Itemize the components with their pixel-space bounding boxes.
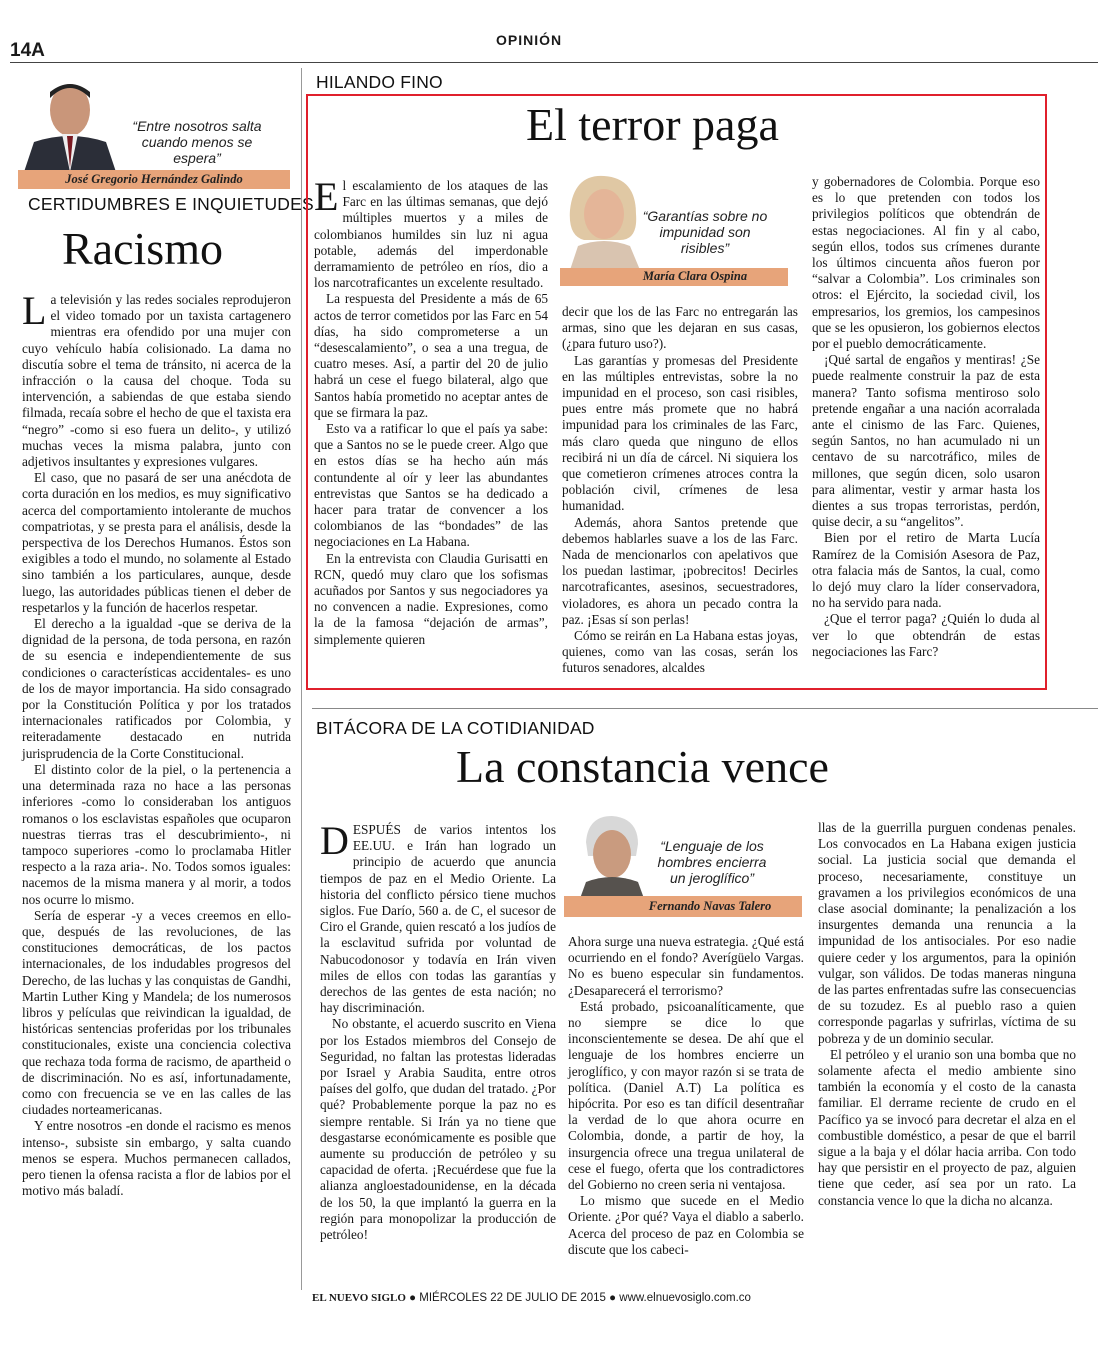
column-divider bbox=[301, 68, 302, 1290]
paragraph: Ahora surge una nueva estrategia. ¿Qué está ocurriendo en el fondo? Averígüelo Vargas. No es bueno especular sin fundamentos. ¿Desaparecerá el terrorismo? bbox=[568, 934, 804, 998]
article-headline: El terror paga bbox=[526, 99, 779, 150]
lead-in: ESPUÉS bbox=[352, 822, 401, 837]
paragraph: Además, ahora Santos pretende que debemos hablarles suave a los de las Farc. Nada de mencionarlos con apelativos que los puedan lastimar, ¡pobrecitos! Decirles narcotraficantes, asesinos, secuestradores, violadores, es ahora un pecado contra la paz. ¡Esas sí son perlas! bbox=[562, 514, 798, 627]
bullet-icon: ● bbox=[609, 1292, 617, 1304]
paper-logo: EL NUEVO SIGLO bbox=[312, 1292, 406, 1304]
paragraph: Esto va a ratificar lo que el país ya sabe: que a Santos no se le puede creer. Algo que en estos días se ha hecho aún más contundente al oír y leer las abundantes entrevistas que Santos se ha dedicado a hacer para tratar de convencer a los colombianos de las “bondades” de las negociaciones en La Habana. bbox=[314, 421, 548, 550]
paragraph: El petróleo y el uranio son una bomba que no solamente afecta el medio ambiente sino también la economía y el costo de la canasta familiar. El derrame reciente de crudo en el Pacífico ya se invocó para decretar el alza en el combustible doméstico, a pesar de que el barril sigue a la baja y el dólar hacia arriba. Con todo hay que persistir en el proyecto de paz, alguien tiene que ceder, así sea por un rato. La constancia vence lo que la dicha no alcanza. bbox=[818, 1046, 1076, 1208]
paragraph: DESPUÉS de varios intentos los EE.UU. e Irán han logrado un principio de acuerdo que anuncia tiempos de paz en el Medio Oriente. La historia del conflicto pérsico tiene muchos siglos. Fue Darío, 560 a. de C, el sucesor de Ciro el Grande, quien rescató a los judíos de la esclavitud sufrida por voluntad de Nabucodonosor y todavía en Irán viven miles de ellos con todas las garantías y derechos de las gentes de esta nación; no hay discriminación. bbox=[320, 818, 557, 1016]
paragraph: Sería de esperar -y a veces creemos en ello- que, después de las revoluciones, de las constituciones democráticas, de los pactos internacionales, de los indudables progresos del Derecho, de las luchas y las conquistas de Gandhi, Martin Luther King y Mandela; de los numerosos libros y películas que reivindican la igualdad, de históricas sentencias proferidas por los tribunales constitucionales, existe una conciencia colectiva que rechaza toda forma de racismo, de apartheid o de discriminación. No es así, infortunadamente, como con frecuencia se ve en las calles de las ciudades norteamericanas. bbox=[22, 907, 291, 1118]
author-name: Fernando Navas Talero bbox=[648, 899, 772, 913]
article-body bbox=[22, 288, 291, 1199]
article-column bbox=[320, 818, 557, 1243]
paragraph: El caso, que no pasará de ser una anécdota de corta duración en los medios, es muy significativo acerca del comportamiento intolerante de muchos compatriotas, y se presta para el análisis, desde la perspectiva de los Derechos Humanos. Éstos son exigibles a todo el mundo, no solamente al Estado sino también a los particulares, aunque, desde luego, las autoridades públicas tienen el deber de respetarlos y la función de hacerlos respetar. bbox=[22, 470, 291, 615]
author-name: María Clara Ospina bbox=[642, 269, 748, 283]
paragraph: Está probado, psicoanalíticamente, que no siempre se dice lo que inconscientemente se desea. De ahí que el lenguaje de los hombres encierre un jeroglífico, y con mayor razón si se trata de política. (Daniel A.T) La política es hipócrita. Por eso es tan difícil desentrañar la verdad de lo que ahora ocurre en Colombia, donde, a partir de hoy, la insurgencia ofrece una tregua unilateral de cese el fuego, oferta que los contradictores del Gobierno no creen seria ni ventajosa. bbox=[568, 998, 804, 1193]
paragraph: Cómo se reirán en La Habana estas joyas, quienes, como van las cosas, serán los futuros senadores, alcaldes bbox=[562, 628, 798, 676]
author-photo bbox=[20, 76, 120, 172]
article-column bbox=[314, 174, 548, 648]
paragraph: Las garantías y promesas del Presidente en las múltiples entrevistas, sobre la no impunidad en el proceso, son casi risibles, pues entre más promete que no habrá impunidad para los criminales de las Farc, más claro queda que ninguno de ellos recibirá ni un día de cárcel. Ni siquiera los que cometieron crímenes atroces contra la población civil, crímenes de lesa humanidad. bbox=[562, 352, 798, 514]
paragraph: Bien por el retiro de Marta Lucía Ramírez de la Comisión Asesora de Paz, otra falacia más de Santos, la cual, como lo dejó muy claro la líder conservadora, no ha servido para nada. bbox=[812, 530, 1040, 611]
article-column bbox=[562, 304, 798, 677]
paragraph: En la entrevista con Claudia Gurisatti en RCN, quedó muy claro que los sofismas acuñados por Santos y sus negociadores ya no convencen a nadie. Expresiones, como la de la famosa “dejación de armas”, simplemente quieren bbox=[314, 550, 548, 647]
paragraph: Lo mismo que sucede en el Medio Oriente. ¿Por qué? Vaya el diablo a saberlo. Acerca del proceso de paz en Colombia se discute que los cabeci- bbox=[568, 1193, 804, 1257]
article-column bbox=[568, 934, 804, 1258]
site-link[interactable]: www.elnuevosiglo.com.co bbox=[619, 1292, 751, 1304]
drop-cap: E bbox=[314, 174, 339, 219]
page-number: 14A bbox=[10, 40, 45, 61]
paragraph: La respuesta del Presidente a más de 65 actos de terror cometidos por las Farc en 54 días, ha sido comprometerse a un “desescalamiento”, o sea a una tregua, de cuatro meses. Así, a partir del 20 de julio habrá un cese el fuego bilateral, algo que Santos había prometido no aceptar antes de que se firmara la paz. bbox=[314, 291, 548, 420]
drop-cap: D bbox=[320, 818, 349, 863]
pull-quote: “Entre nosotros salta cuando menos se espera” bbox=[132, 118, 262, 166]
author-name: José Gregorio Hernández Galindo bbox=[65, 172, 243, 186]
paragraph: El distinto color de la piel, o la pertenencia a una determinada raza no hace a las personas inferiores -como lo consideraban los antiguos romanos o los esclavistas españoles que ocuparon nuestras tierras tras el descubrimiento-, ni tampoco superiores -como lo proclamaba Hitler respecto a la raza aria-. No. Todos somos iguales: nacemos de la misma manera y al morir, a todos nos ocurre lo mismo. bbox=[22, 761, 291, 907]
column-headline: Racismo bbox=[62, 223, 223, 274]
paragraph: El derecho a la igualdad -que se deriva de la dignidad de la persona, de toda persona, en razón de su esencia e independientemente de sus condiciones o características accidentales- es uno de los de mayor importancia. Ha sido consagrado por la Constitución Política y por los tratados internacionales ratificados por Colombia, y reiteradamente destacado en nutrida jurisprudencia de la Corte Constitucional. bbox=[22, 616, 291, 761]
drop-cap: L bbox=[22, 288, 47, 333]
paragraph: Y entre nosotros -en donde el racismo es menos intenso-, subsiste sin embargo, y salta cuando menos se espera. Muchos permanecen callados, pero tienen la ofensa racista a flor de labios por el motivo más baladí. bbox=[22, 1118, 291, 1199]
paragraph: ¿Que el terror paga? ¿Quién lo duda al ver lo que obtendrán de estas negociaciones las Farc? bbox=[812, 611, 1040, 659]
article-column bbox=[812, 174, 1040, 660]
paragraph: El escalamiento de los ataques de las Farc en las últimas semanas, que dejó múltiples muertos y a miles de colombianos humildes sin luz ni agua potable, además del imperdonable derramamiento de petróleo en ríos, dio a los narcotraficantes un excelente resultado. bbox=[314, 174, 548, 291]
paragraph: y gobernadores de Colombia. Porque eso es lo que pretenden con todos los privilegios políticos que obtendrán de estas negociaciones. Al fin y al cabo, según ellos, todos sus crímenes durante los últimos cincuenta años fueron por “salvar a Colombia”. Los criminales son otros: el Ejército, la sociedad civil, los empresarios, los gremios, los campesinos que se les opusieron, los gobiernos electos por el pueblo democráticamente. bbox=[812, 174, 1040, 352]
author-photo bbox=[560, 170, 644, 270]
paragraph: decir que los de las Farc no entregarán las armas, sino que les dejaran en sus casas, (¿para futuro uso?). bbox=[562, 304, 798, 352]
footer bbox=[312, 1292, 751, 1304]
paragraph: No obstante, el acuerdo suscrito en Viena por los Estados miembros del Consejo de Seguridad, no faltan las protestas lideradas por Israel y Arabia Saudita, entre otros países del golfo, que dudan del tratado. ¿Por qué? Probablemente porque la paz no es siempre rentable. Si Irán ya no tiene que desgastarse económicamente es posible que aumente su producción de petróleo y su capacidad de oferta. ¡Recuérdese que fue la alianza angloestadounidense, en la década de los 50, la que implantó la guerra en la región para monopolizar la producción de petróleo! bbox=[320, 1016, 556, 1243]
paragraph: llas de la guerrilla purguen condenas penales. Los convocados en La Habana exigen justicia social. La justicia social que demanda el proceso, necesariamente, constituye un gravamen a los privilegios económicos de una clase asocial dominante; la penalización a los insurgentes demanda una renuncia a la impunidad de los antisociales. Por eso nadie quiere ceder y los argumentos, para la opinión vulgar, son válidos. De todas maneras ninguna de las partes enfrentadas sufre las consecuencias de su tozudez. Es al pueblo raso a quien corresponde pagarlas y sufrirlas, víctima de su pobreza y de un dominio secular. bbox=[818, 820, 1076, 1046]
author-photo bbox=[572, 812, 650, 904]
pull-quote: “Garantías sobre no impunidad son risibles” bbox=[642, 208, 768, 256]
paragraph: ¡Qué sartal de engaños y mentiras! ¿Se puede realmente construir la paz de esta manera? Tanto sofisma mentiroso solo pretende engañar a una nación acorralada ante el cinismo de las Farc. Quienes, según Santos, no han acumulado ni un centavo de su narcotráfico, miles de millones, que según dicen, solo usaron para alimentar, vestir y armar hasta los dientes a sus tropas terroristas, perdón, quise decir, a su “angelitos”. bbox=[812, 352, 1040, 530]
header-rule bbox=[10, 62, 1098, 63]
article-rule bbox=[312, 708, 1098, 709]
section-title: OPINIÓN bbox=[496, 32, 563, 48]
pull-quote: “Lenguaje de los hombres encierra un jeroglífico” bbox=[657, 838, 767, 886]
article-headline: La constancia vence bbox=[456, 741, 829, 792]
bullet-icon: ● bbox=[409, 1292, 417, 1304]
article-column bbox=[818, 820, 1076, 1209]
issue-date: MIÉRCOLES 22 DE JULIO DE 2015 bbox=[419, 1292, 606, 1304]
article-kicker: HILANDO FINO bbox=[316, 72, 443, 92]
article-kicker: BITÁCORA DE LA COTIDIANIDAD bbox=[316, 718, 595, 738]
paragraph: La televisión y las redes sociales reprodujeron el video tomado por un taxista cartagenero mientras era ofendido por una mujer con cuyo vehículo había colisionado. La dama no discutía sobre el tema de tránsito, ni acerca de la infracción o la causa del choque. Toda su intervención, a sabiendas de que estaba siendo filmada, recaía sobre el hecho de que el taxista era “negro” -como si eso fuera un delito-, y utilizó muchas veces la misma palabra, junto con adjetivos insultantes y expresiones vulgares. bbox=[22, 288, 291, 470]
column-kicker: CERTIDUMBRES E INQUIETUDES bbox=[28, 194, 314, 214]
